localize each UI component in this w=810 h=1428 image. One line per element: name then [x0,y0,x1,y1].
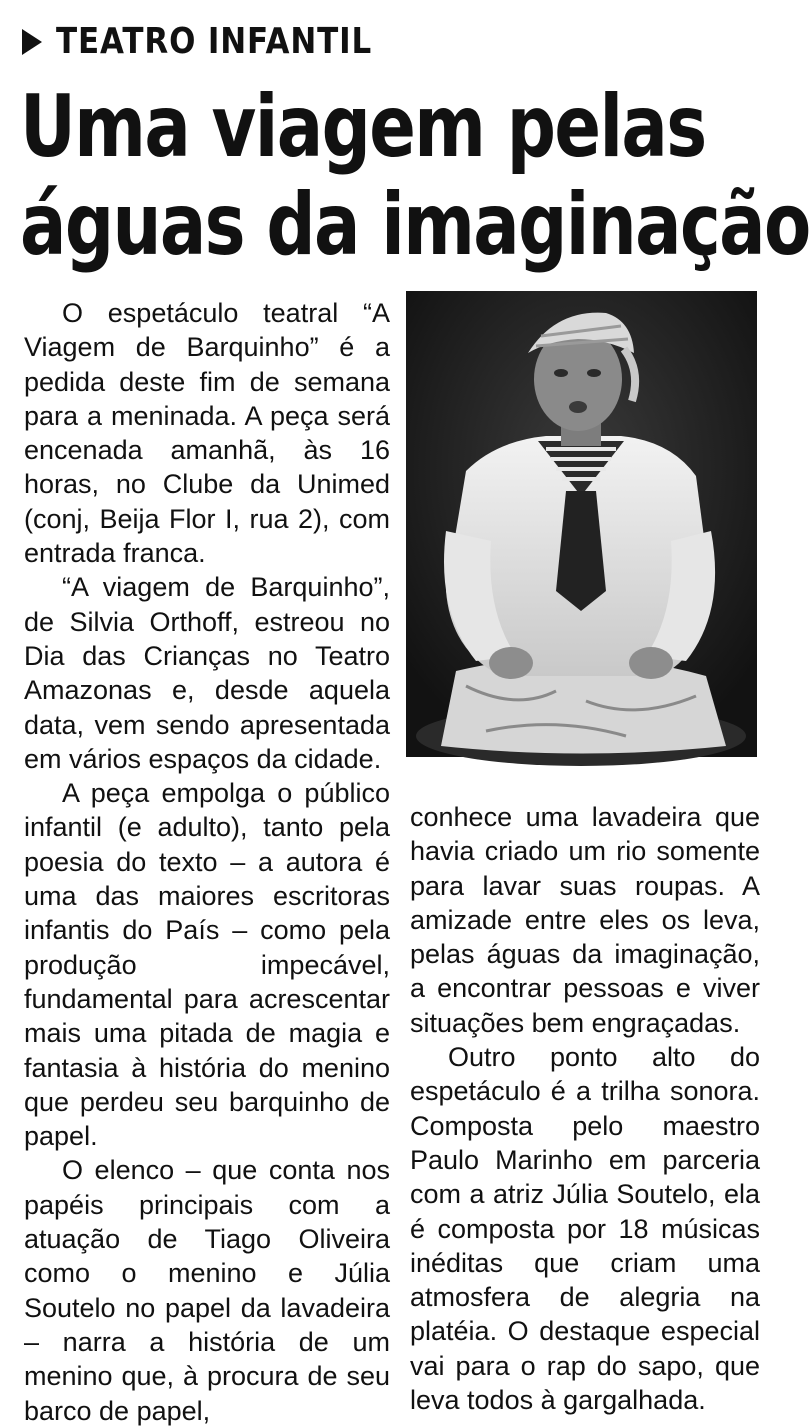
article-column-left [24,296,390,1426]
headline-line-2: águas da imaginação [20,175,810,275]
article-paragraph: “A viagem de Barquinho”, de Silvia Orthoff, estreou no Dia das Crianças no Teatro Amazonas e, desde aquela data, vem sendo apresentada em vários espaços da cidade. [24,572,390,774]
article-paragraph: Outro ponto alto do espetáculo é a trilha sonora. Composta pelo maestro Paulo Marinho em parceria com a atriz Júlia Soutelo, ela é composta por 18 músicas inéditas que criam uma atmosfera de alegria na platéia. O destaque especial vai para o rap do sapo, que leva todos à gargalhada. [410,1042,760,1416]
article-paragraph-continuation: conhece uma lavadeira que havia criado um rio somente para lavar suas roupas. A amizade entre eles os leva, pelas águas da imaginação, a encontrar pessoas e viver situações bem engraçadas. [410,802,760,1038]
section-label: TEATRO INFANTIL [56,21,373,62]
sailor-actor-illustration [406,291,757,757]
article-paragraph: A peça empolga o público infantil (e adulto), tanto pela poesia do texto – a autora é uma das maiores escritoras infantis do País – como pela produção impecável, fundamental para acrescentar mais uma pitada de magia e fantasia à história do menino que perdeu seu barquinho de papel. [24,778,390,1152]
article-paragraph: O espetáculo teatral “A Viagem de Barquinho” é a pedida deste fim de semana para a meninada. A peça será encenada amanhã, às 16 horas, no Clube da Unimed (conj, Beija Flor I, rua 2), com entrada franca. [24,298,390,569]
article-photo [406,291,757,757]
headline-line-1: Uma viagem pelas [20,77,706,177]
section-kicker [22,14,424,70]
article-column-right [410,800,760,1416]
play-triangle-icon [22,29,42,55]
headline [20,77,810,275]
article-paragraph: O elenco – que conta nos papéis principais com a atuação de Tiago Oliveira como o menino e Júlia Soutelo no papel da lavadeira – narra a história de um menino que, à procura de seu barco de papel, [24,1155,390,1426]
